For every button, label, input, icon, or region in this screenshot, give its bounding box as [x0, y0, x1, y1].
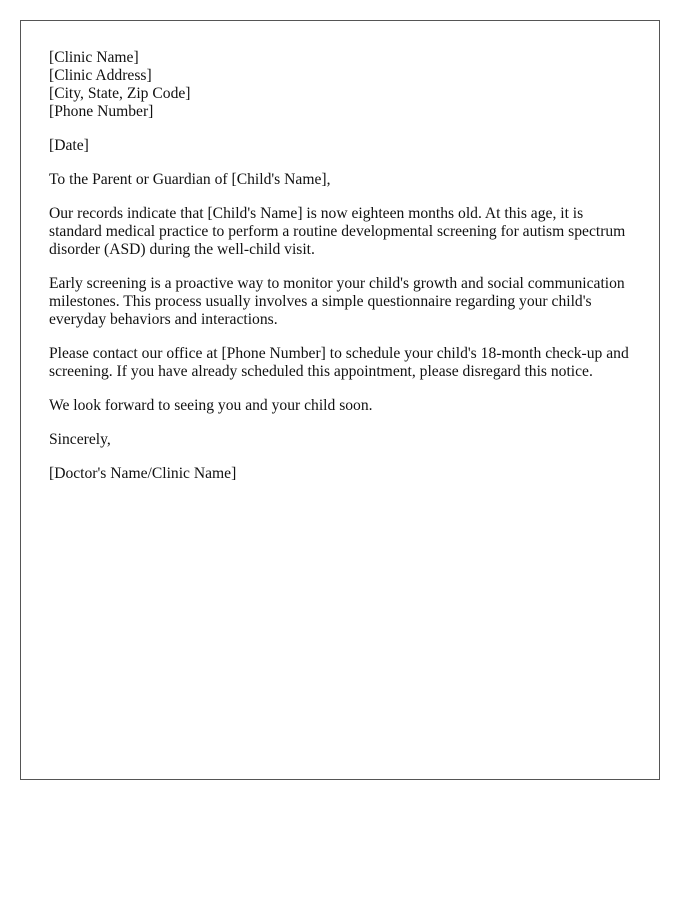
- letter-page: [20, 20, 660, 780]
- clinic-city-state-zip: [City, State, Zip Code]: [49, 85, 191, 102]
- clinic-phone-number: [Phone Number]: [49, 103, 154, 120]
- letter-date: [Date]: [49, 137, 89, 154]
- clinic-address: [Clinic Address]: [49, 67, 152, 84]
- letter-body: [49, 49, 634, 499]
- letter-signature: [Doctor's Name/Clinic Name]: [49, 465, 237, 482]
- letter-paragraph-3: Please contact our office at [Phone Number] to schedule your child's 18-month check-up and screening. If you have already scheduled this appointment, please disregard this notice.: [49, 345, 629, 380]
- letter-salutation: To the Parent or Guardian of [Child's Name],: [49, 171, 331, 188]
- letter-paragraph-4: We look forward to seeing you and your child soon.: [49, 397, 373, 414]
- letter-paragraph-1: Our records indicate that [Child's Name] is now eighteen months old. At this age, it is standard medical practice to perform a routine developmental screening for autism spectrum disorder (ASD) during the well-child visit.: [49, 205, 626, 258]
- clinic-name: [Clinic Name]: [49, 49, 139, 66]
- letter-closing: Sincerely,: [49, 431, 111, 448]
- clinic-address-block: [49, 49, 634, 121]
- letter-paragraph-2: Early screening is a proactive way to monitor your child's growth and social communication milestones. This process usually involves a simple questionnaire regarding your child's everyday behaviors and interactions.: [49, 275, 625, 328]
